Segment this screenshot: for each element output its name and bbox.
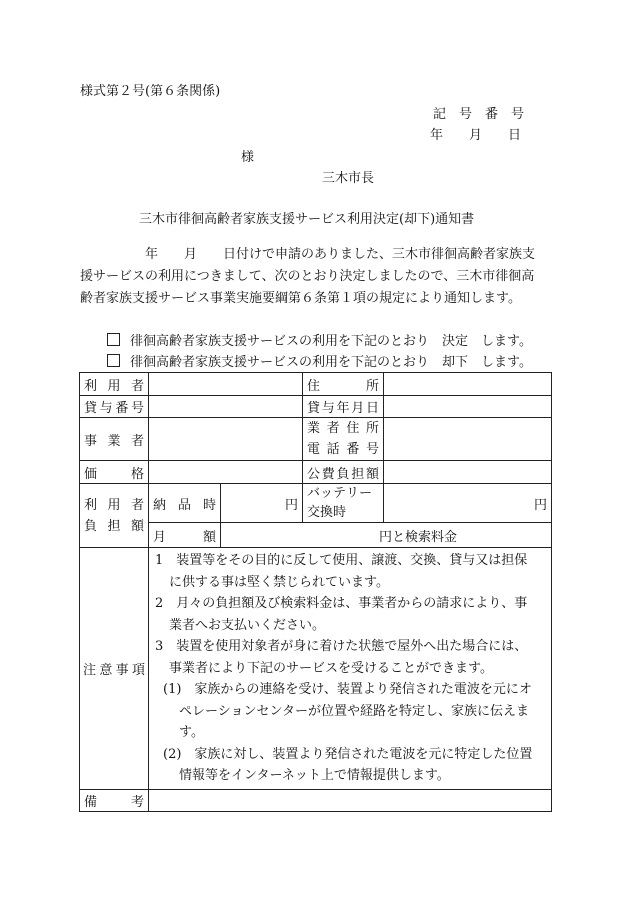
battery-yen: 円: [384, 484, 552, 523]
body-line: 年 月 日付けで申請のありました、三木市徘徊高齢者家族支: [80, 247, 536, 262]
loan-date-value: [384, 396, 552, 418]
table-row: [80, 396, 552, 418]
form-number: 様式第２号(第６条関係): [80, 84, 221, 99]
user-burden-label-2: 負担額: [84, 518, 144, 534]
checkbox-approve[interactable]: [107, 333, 120, 346]
business-address-label: 業者住所: [307, 421, 379, 436]
battery-label-2: 交換時: [307, 505, 347, 520]
addressee-suffix: 様: [241, 150, 255, 165]
option-reject-label: 徘徊高齢者家族支援サービスの利用を下記のとおり 却下 します。: [130, 355, 532, 370]
sender: 三木市長: [322, 171, 375, 186]
loan-number-label: 貸与番号: [84, 401, 144, 416]
loan-date-label: 貸与年月日: [307, 401, 379, 416]
body-line: 齢者家族支援サービス事業実施要綱第６条第１項の規定により通知します。: [80, 291, 521, 306]
table-row: [80, 523, 552, 548]
price-label: 価格: [84, 466, 144, 482]
note-line: 1 装置等をその目的に反して使用、譲渡、交換、貸与又は担保: [155, 553, 528, 568]
table-row: [80, 484, 552, 523]
user-label: 利用者: [84, 378, 144, 394]
note-line: (1) 家族からの連絡を受け、装置より発信された電波を元にオ: [163, 682, 532, 697]
record-number: 記 号 番 号: [433, 107, 525, 122]
remarks-value: [149, 789, 552, 811]
user-burden-label-1: 利用者: [84, 497, 144, 513]
phone-label: 電話番号: [307, 442, 379, 457]
monthly-label: 月 額: [153, 529, 216, 545]
battery-label-1: バッテリー: [307, 486, 373, 501]
table-row: [80, 418, 552, 461]
note-line: 業者へお支払いください。: [169, 617, 326, 633]
checkbox-reject[interactable]: [107, 354, 120, 367]
remarks-label: 備 考: [84, 794, 144, 810]
body-paragraph: [80, 244, 550, 310]
note-line: 情報等をインターネット上で情報提供します。: [179, 768, 450, 783]
user-value: [149, 373, 303, 396]
public-burden-label: 公費負担額: [307, 466, 379, 482]
table-row: [80, 548, 552, 790]
table-row: [80, 789, 552, 811]
loan-number-value: [149, 396, 303, 418]
delivery-yen: 円: [221, 484, 303, 523]
application-table: [79, 372, 552, 812]
table-row: [80, 461, 552, 484]
note-line: 事業者により下記のサービスを受けることができます。: [169, 660, 493, 676]
body-line: 援サービスの利用につきまして、次のとおり決定しましたので、三木市徘徊高: [80, 269, 535, 284]
option-approve: [107, 330, 532, 349]
business-value: [149, 418, 303, 461]
note-line: す。: [179, 725, 204, 740]
address-label: 住 所: [307, 378, 379, 394]
option-reject: [107, 351, 532, 370]
business-label: 事業者: [84, 433, 144, 449]
delivery-label: 納品時: [153, 497, 216, 513]
note-line: 2 月々の負担額及び検索料金は、事業者からの請求により、事: [155, 596, 528, 611]
price-value: [149, 461, 303, 484]
issue-date: 年 月 日: [430, 128, 522, 143]
option-approve-label: 徘徊高齢者家族支援サービスの利用を下記のとおり 決定 します。: [130, 334, 532, 349]
note-line: に供する事は堅く禁じられています。: [169, 574, 389, 590]
document-title: 三木市徘徊高齢者家族支援サービス利用決定(却下)通知書: [139, 212, 475, 227]
business-address-value: [384, 418, 552, 461]
note-line: (2) 家族に対し、装置より発信された電波を元に特定した位置: [163, 746, 533, 762]
address-value: [384, 373, 552, 396]
table-row: [80, 373, 552, 396]
notes-content: [149, 548, 552, 790]
public-burden-value: [384, 461, 552, 484]
note-line: 3 装置を使用対象者が身に着けた状態で屋外へ出た場合には、: [155, 639, 528, 654]
monthly-value: 円と検索料金: [221, 523, 552, 548]
note-line: ペレーションセンターが位置や経路を特定し、家族に伝えま: [179, 703, 529, 719]
notes-label: 注意事項: [83, 662, 145, 678]
